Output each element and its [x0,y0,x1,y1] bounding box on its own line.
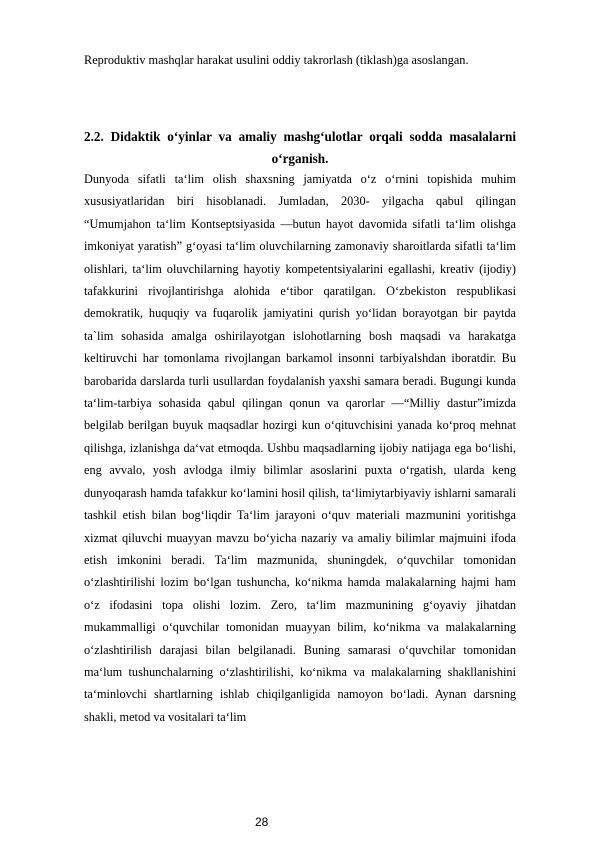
body-paragraph: Dunyoda sifatli ta‘lim olish shaxsning jamiyatda o‘z o‘rnini topishida muhim xususiyatlaridan biri hisoblanadi. Jumladan, 2030- yilgacha qabul qilingan “Umumjahon ta‘lim Kontseptsiyasida —butun hayot davomida sifatli ta‘lim olishga imkoniyat yaratish” g‘oyasi ta‘lim oluvchilarning zamonaviy sharoitlarda sifatli ta‘lim olishlari, ta‘lim oluvchilarning hayotiy kompetentsiyalarini egallashi, kreativ (ijodiy) tafakkurini rivojlantirishga alohida e‘tibor qaratilgan. O‘zbekiston respublikasi demokratik, huquqiy va fuqarolik jamiyatini qurish yo‘lidan borayotgan bir paytda ta`lim sohasida amalga oshirilayotgan islohotlarning bosh maqsadi va harakatga keltiruvchi har tomonlama rivojlangan barkamol insonni tarbiyalshdan iboratdir. Bu barobarida darslarda turli usullardan foydalanish yaxshi samara beradi. Bugungi kunda ta‘lim-tarbiya sohasida qabul qilingan qonun va qarorlar —“Milliy dastur”imizda belgilab berilgan buyuk maqsadlar hozirgi kun o‘qituvchisini yanada ko‘proq mehnat qilishga, izlanishga da‘vat etmoqda. Ushbu maqsadlarning ijobiy natijaga ega bo‘lishi, eng avvalo, yosh avlodga ilmiy bilimlar asoslarini puxta o‘rgatish, ularda keng dunyoqarash hamda tafakkur ko‘lamini hosil qilish, ta‘limiytarbiyaviy ishlarni samarali tashkil etish bilan bog‘liqdir Ta‘lim jarayoni o‘quv materiali mazmunini yoritishga xizmat qiluvchi muayyan mavzu bo‘yicha nazariy va amaliy bilimlar majmuini ifoda etish imkonini beradi. Ta‘lim mazmunida, shuningdek, o‘quvchilar tomonidan o‘zlashtirilishi lozim bo‘lgan tushuncha, ko‘nikma hamda malakalarning hajmi ham o‘z ifodasini topa olishi lozim. Zero, ta‘lim mazmunining g‘oyaviy jihatdan mukammalligi o‘quvchilar tomonidan muayyan bilim, ko‘nikma va malakalarning o‘zlashtirilish darajasi bilan belgilanadi. Buning samarasi o‘quvchilar tomonidan ma‘lum tushunchalarning o‘zlashtirilishi, ko‘nikma va malakalarning shakllanishini ta‘minlovchi shartlarning ishlab chiqilganligida namoyon bo‘ladi. Aynan darsning shakli, metod va vositalari ta‘lim [84,172,516,724]
intro-paragraph: Reproduktiv mashqlar harakat usulini oddiy takrorlash (tiklash)ga asoslangan. [84,53,469,67]
page-number: 28 [255,815,269,829]
section-heading-line2: o‘rganish. [271,151,329,166]
section-heading [84,126,516,170]
section-heading-line1: 2.2. Didaktik o‘yinlar va amaliy mashg‘ulotlar orqali sodda masalalarni [84,129,516,144]
